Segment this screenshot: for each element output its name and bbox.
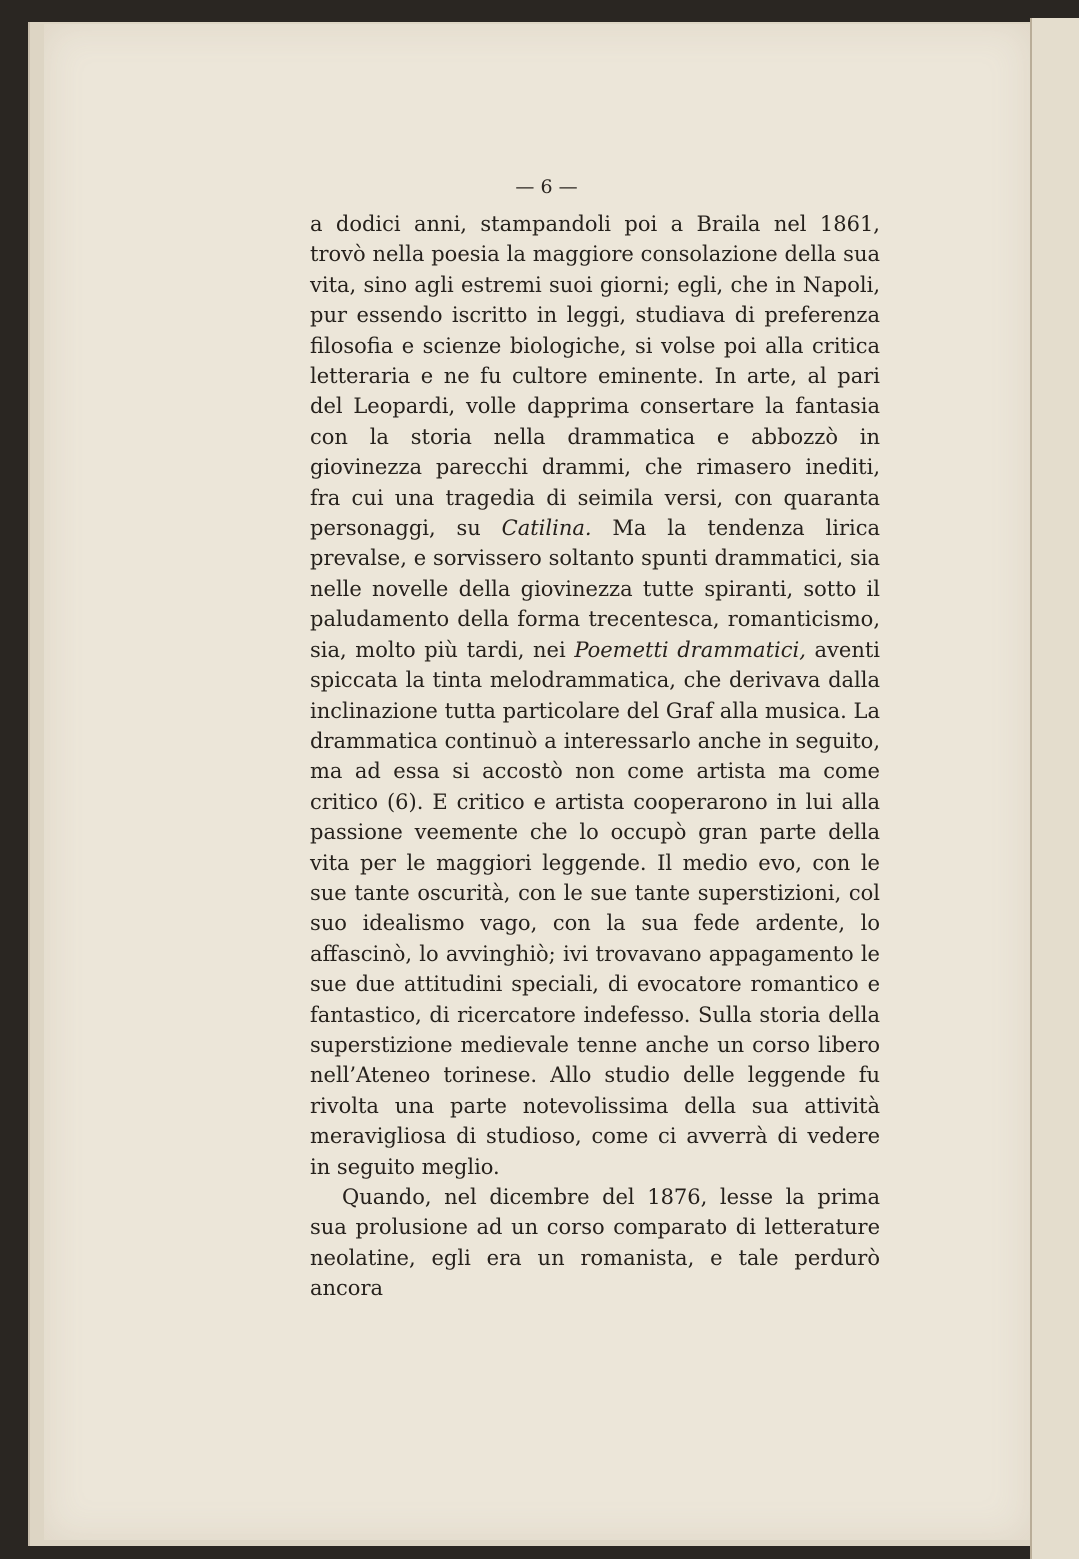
paragraph-1	[310, 209, 880, 1182]
page-number: — 6 —	[515, 176, 578, 198]
italic-title-poemetti: Poemetti drammatici,	[574, 637, 806, 662]
body-text	[310, 209, 880, 1304]
facing-page-edge	[1030, 18, 1079, 1559]
paragraph-1-text-b: Ma la tendenza lirica prevalse, e sorvissero soltanto spunti drammatici, sia nelle novelle della giovinezza tutte spiranti, sotto il paludamento della forma trecentesca, romanticismo, sia, molto più tardi, nei	[310, 516, 880, 662]
paragraph-1-text-c: aventi spiccata la tinta melodrammatica, che derivava dalla inclinazione tutta particolare del Graf alla musica. La drammatica continuò a interessarlo anche in seguito, ma ad essa si accostò non come artista ma come critico (6). E critico e artista cooperarono in lui alla passione veemente che lo occupò gran parte della vita per le maggiori leggende. Il medio evo, con le sue tante oscurità, con le sue tante superstizioni, col suo idealismo vago, con la sua fede ardente, lo affascinò, lo avvinghiò; ivi trovavano appagamento le sue due attitudini speciali, di evocatore romantico e fantastico, di ricercatore indefesso. Sulla storia della superstizione medievale tenne anche un corso libero nell’Ateneo torinese. Allo studio delle leggende fu rivolta una parte notevolissima della sua attività meravigliosa di studioso, come ci avverrà di vedere in seguito meglio.	[310, 637, 880, 1179]
paragraph-1-text-a: a dodici anni, stampandoli poi a Braila nel 1861, trovò nella poesia la maggiore consolazione della sua vita, sino agli estremi suoi giorni; egli, che in Napoli, pur essendo iscritto in leggi, studiava di preferenza filosofia e scienze biologiche, si volse poi alla critica letteraria e ne fu cultore eminente. In arte, al pari del Leopardi, volle dapprima consertare la fantasia con la storia nella drammatica e abbozzò in giovinezza parecchi drammi, che rimasero inediti, fra cui una tragedia di seimila versi, con quaranta personaggi, su	[310, 212, 880, 541]
italic-title-catilina: Catilina.	[501, 516, 592, 541]
paragraph-2: Quando, nel dicembre del 1876, lesse la prima sua prolusione ad un corso comparato di letterature neolatine, egli era un romanista, e tale perdurò ancora	[310, 1185, 880, 1301]
